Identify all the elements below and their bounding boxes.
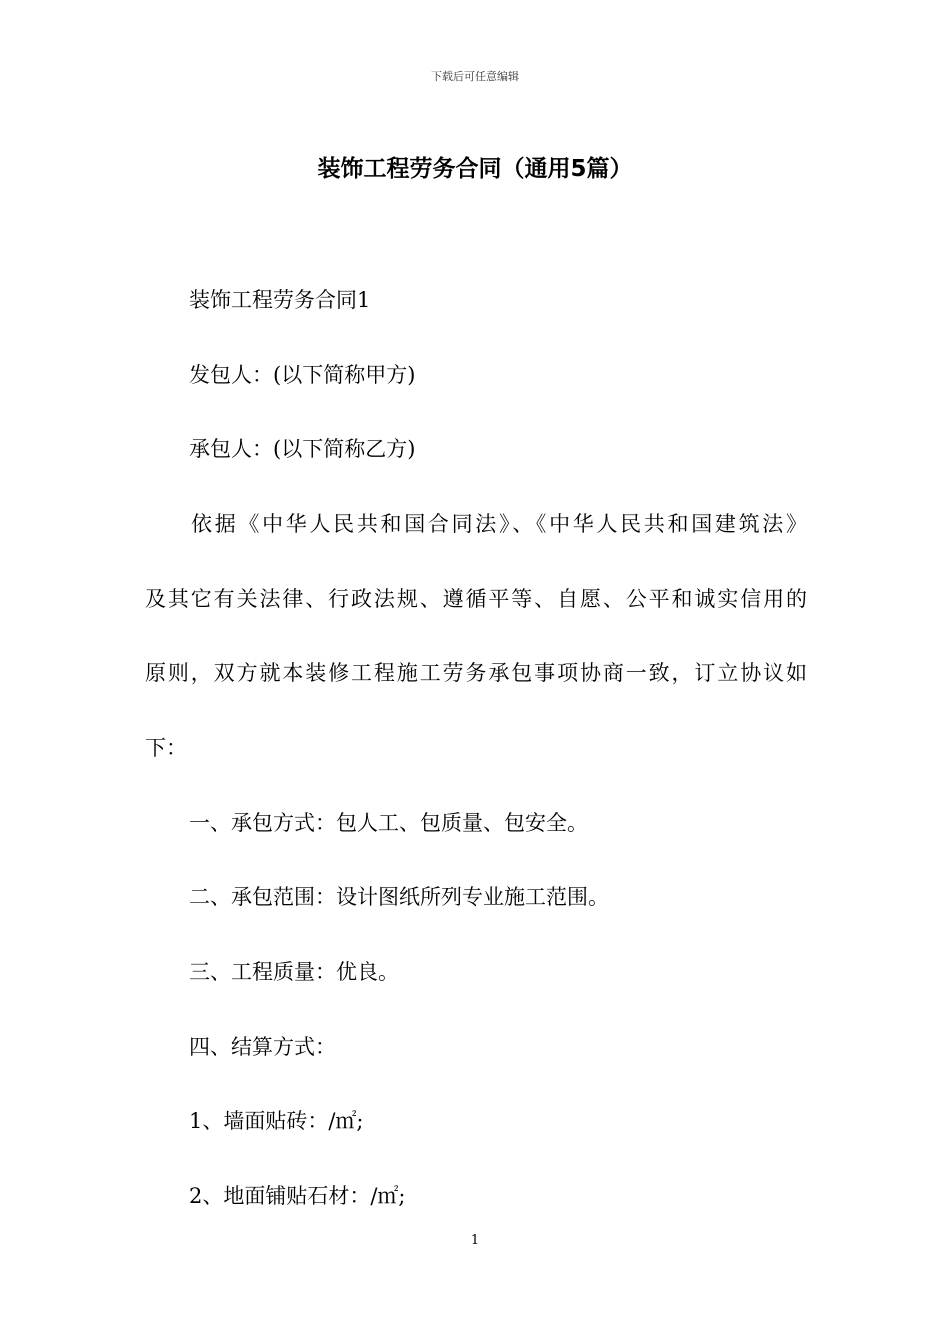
pricing-item-floor-stone: 2、地面铺贴石材：/㎡; — [189, 1184, 406, 1208]
page-number: 1 — [470, 1233, 480, 1248]
party-a-line: 发包人：(以下简称甲方) — [189, 363, 416, 387]
page-header-note: 下载后可任意编辑 — [431, 70, 519, 83]
preamble-line-1: 依据《中华人民共和国合同法》、《中华人民共和国建筑法》 — [191, 512, 807, 536]
preamble-line-3: 原则，双方就本装修工程施工劳务承包事项协商一致，订立协议如 — [145, 661, 807, 685]
clause-contract-scope: 二、承包范围：设计图纸所列专业施工范围。 — [189, 885, 609, 909]
clause-quality: 三、工程质量：优良。 — [189, 960, 399, 984]
preamble-line-4: 下： — [145, 736, 187, 760]
clause-settlement: 四、结算方式： — [189, 1035, 336, 1059]
document-title: 装饰工程劳务合同（通用5篇） — [317, 156, 633, 182]
section-heading: 装饰工程劳务合同1 — [189, 288, 371, 312]
pricing-item-wall-tile: 1、墙面贴砖：/㎡; — [189, 1109, 364, 1133]
party-b-line: 承包人：(以下简称乙方) — [189, 437, 416, 461]
preamble-line-2: 及其它有关法律、行政法规、遵循平等、自愿、公平和诚实信用的 — [145, 587, 807, 611]
clause-contract-method: 一、承包方式：包人工、包质量、包安全。 — [189, 811, 588, 835]
